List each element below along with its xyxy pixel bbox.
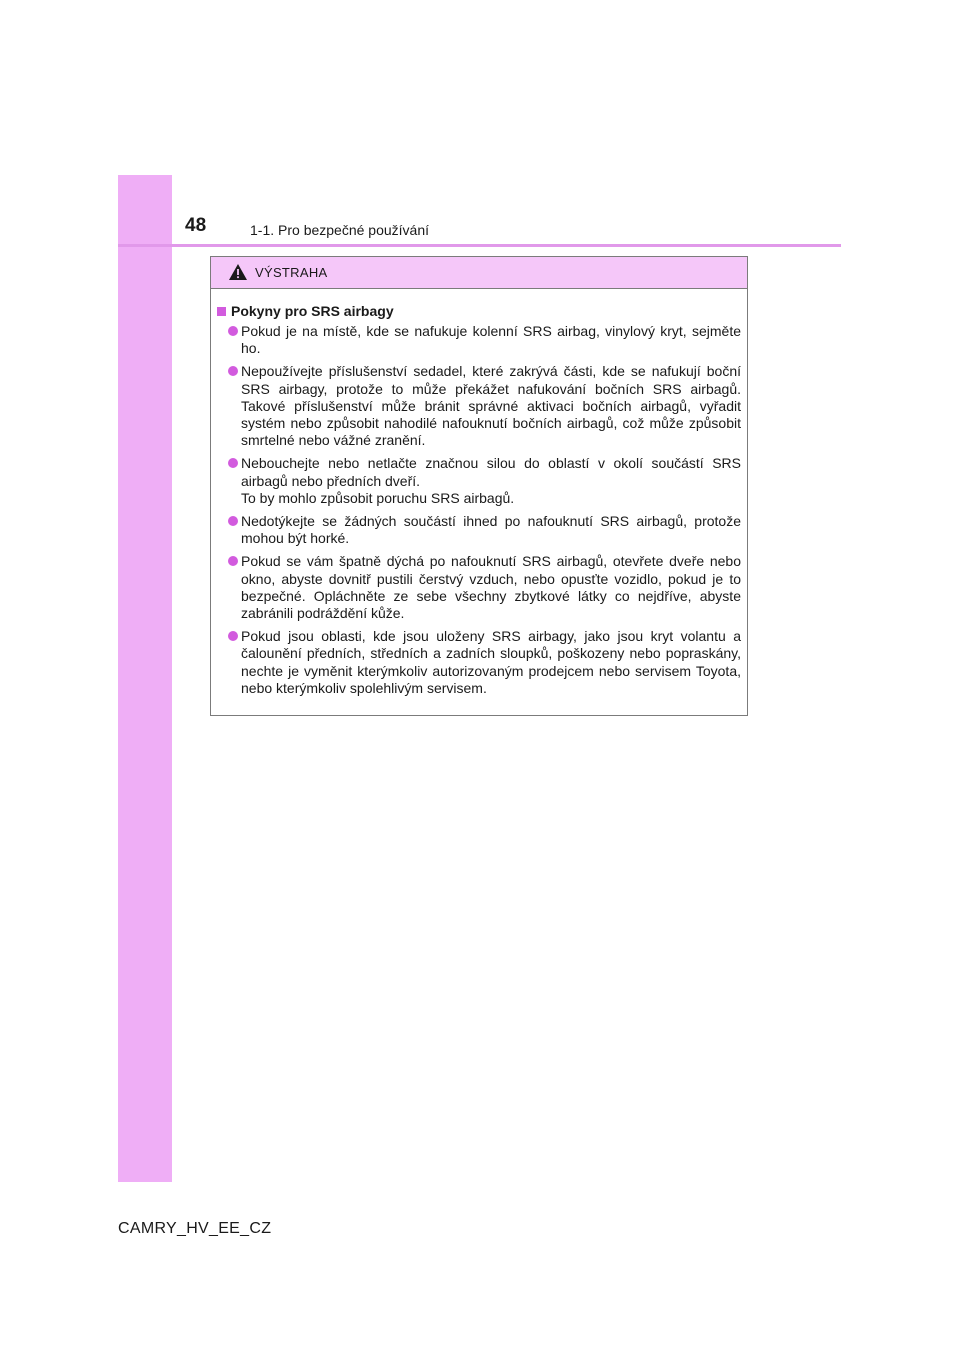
warning-title: VÝSTRAHA — [255, 265, 328, 280]
warning-heading-text: Pokyny pro SRS airbagy — [231, 303, 394, 319]
bullet-dot-icon — [228, 631, 238, 641]
warning-triangle-icon — [228, 263, 248, 281]
side-color-strip — [118, 175, 172, 1182]
bullet-item — [217, 513, 741, 547]
bullet-text: Nepoužívejte příslušenství sedadel, které zakrývá části, kde se nafukují boční SRS airbagy, protože to může překážet nafukování bočních SRS airbagů. Takové příslušenství může bránit správné aktivaci bočních airbagů, vyřadit systém nebo způsobit nahodilé nafouknutí bočních airbagů, což může způsobit smrtelné nebo vážné zranění. — [241, 363, 741, 449]
bullet-item — [217, 553, 741, 622]
bullet-dot-icon — [228, 458, 238, 468]
bullet-item — [217, 363, 741, 449]
section-title: 1-1. Pro bezpečné používání — [250, 222, 430, 238]
model-code: CAMRY_HV_EE_CZ — [118, 1220, 272, 1237]
bullet-text: Nedotýkejte se žádných součástí ihned po nafouknutí SRS airbagů, protože mohou být horké. — [241, 513, 741, 547]
square-bullet-icon — [217, 307, 226, 316]
bullet-text: Pokud se vám špatně dýchá po nafouknutí SRS airbagů, otevřete dveře nebo okno, abyste dovnitř pustili čerstvý vzduch, nebo opusťte vozidlo, pokud je to bezpečné. Opláchněte ze sebe všechny zbytkové látky co nejdříve, abyste zabránili podráždění kůže. — [241, 553, 741, 622]
bullet-dot-icon — [228, 556, 238, 566]
bullet-dot-icon — [228, 366, 238, 376]
warning-body — [211, 289, 747, 697]
bullet-text: Nebouchejte nebo netlačte značnou silou do oblastí v okolí součástí SRS airbagů nebo předních dveří. — [241, 455, 741, 489]
warning-box — [210, 256, 748, 716]
bullet-dot-icon — [228, 326, 238, 336]
bullet-text: To by mohlo způsobit poruchu SRS airbagů. — [241, 489, 515, 506]
bullet-text: Pokud je na místě, kde se nafukuje kolenní SRS airbag, vinylový kryt, sejměte ho. — [241, 323, 741, 357]
bullet-dot-icon — [228, 516, 238, 526]
page-number: 48 — [185, 215, 207, 236]
bullet-item — [217, 323, 741, 357]
warning-header — [211, 257, 747, 289]
bullet-item — [217, 628, 741, 697]
bullet-list — [217, 323, 741, 697]
bullet-text: Pokud jsou oblasti, kde jsou uloženy SRS airbagy, jako jsou kryt volantu a čalounění předních, středních a zadních sloupků, poškozeny nebo popraskány, nechte je vyměnit kterýmkoliv autorizovaným prodejcem nebo servisem Toyota, nebo kterýmkoliv spolehlivým servisem. — [241, 628, 741, 696]
bullet-item — [217, 455, 741, 507]
header-rule — [118, 244, 841, 247]
warning-heading — [217, 303, 741, 319]
